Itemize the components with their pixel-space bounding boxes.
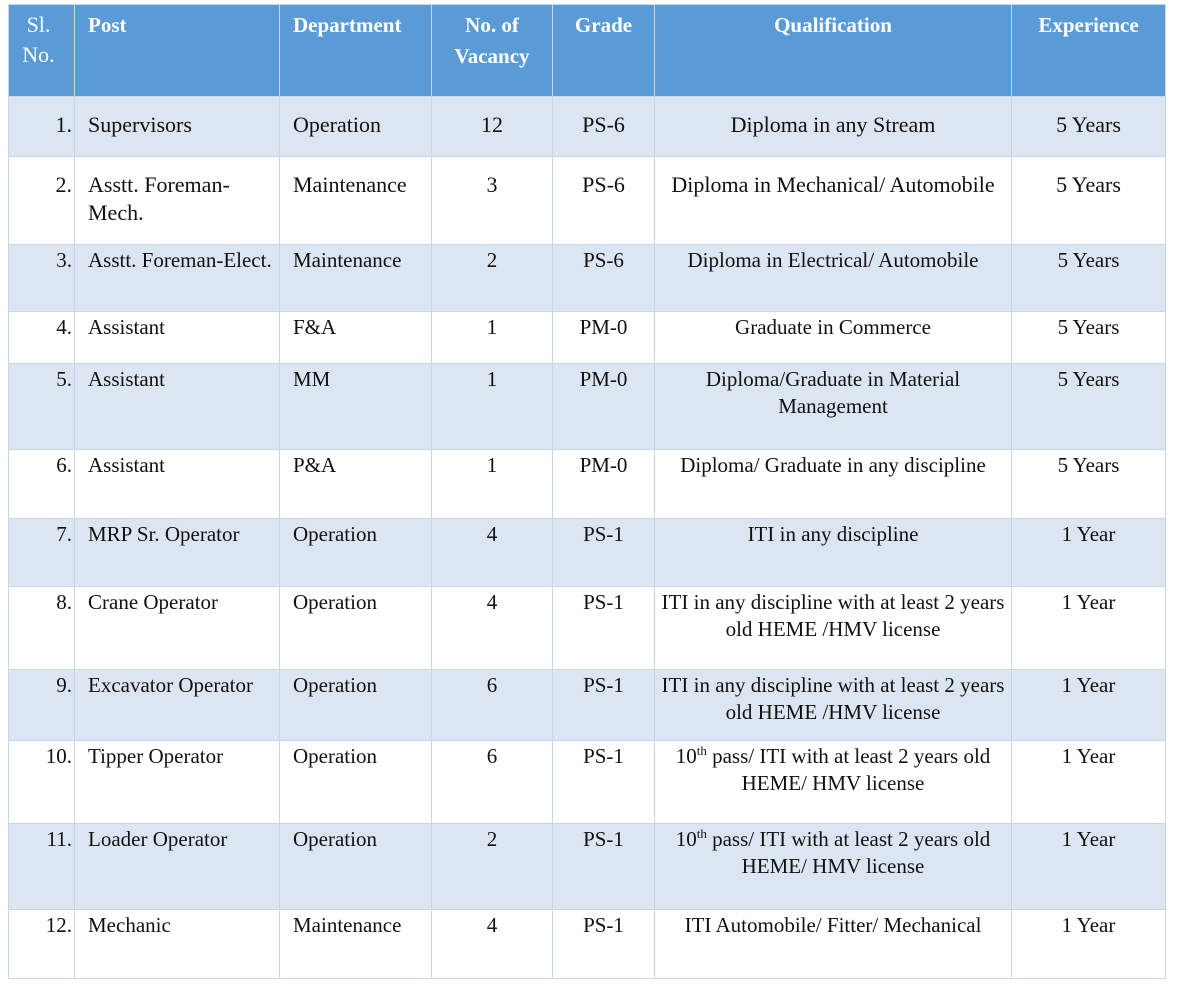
cell-department: Operation [280,587,432,670]
vacancy-table [8,4,1166,979]
cell-grade: PS-6 [553,97,655,157]
header-grade: Grade [553,5,655,97]
cell-department: Operation [280,519,432,587]
qualification-number: 10 [675,827,697,851]
cell-post: Tipper Operator [75,741,280,824]
cell-sl-no: 2. [9,157,75,245]
cell-vacancy: 2 [432,245,553,312]
cell-post: Assistant [75,364,280,450]
cell-vacancy: 1 [432,450,553,519]
cell-grade: PS-6 [553,157,655,245]
cell-qualification: Diploma in any Stream [655,97,1012,157]
cell-qualification: Diploma/ Graduate in any discipline [655,450,1012,519]
cell-grade: PS-1 [553,519,655,587]
table-row [9,157,1166,245]
header-post: Post [75,5,280,97]
cell-sl-no: 1. [9,97,75,157]
cell-experience: 1 Year [1012,741,1166,824]
cell-sl-no: 3. [9,245,75,312]
table-row [9,364,1166,450]
cell-experience: 5 Years [1012,245,1166,312]
cell-grade: PS-1 [553,670,655,741]
cell-vacancy: 6 [432,741,553,824]
qualification-text: pass/ ITI with at least 2 years old HEME/ HMV license [706,744,991,795]
cell-department: Operation [280,670,432,741]
cell-experience: 5 Years [1012,157,1166,245]
header-row [9,5,1166,97]
table-row [9,450,1166,519]
cell-vacancy: 4 [432,587,553,670]
cell-department: Operation [280,824,432,910]
ordinal-suffix: th [696,743,707,758]
cell-grade: PS-6 [553,245,655,312]
cell-grade: PM-0 [553,312,655,364]
ordinal-suffix: th [696,826,707,841]
table-row [9,97,1166,157]
table-row [9,824,1166,910]
cell-qualification: ITI in any discipline with at least 2 years old HEME /HMV license [655,670,1012,741]
cell-post: Supervisors [75,97,280,157]
header-department: Department [280,5,432,97]
table-row [9,312,1166,364]
cell-grade: PS-1 [553,587,655,670]
table-row [9,670,1166,741]
cell-grade: PM-0 [553,450,655,519]
cell-post: Asstt. Foreman-Elect. [75,245,280,312]
header-qualification: Qualification [655,5,1012,97]
cell-experience: 5 Years [1012,450,1166,519]
cell-department: Maintenance [280,245,432,312]
cell-post: Assistant [75,312,280,364]
cell-sl-no: 11. [9,824,75,910]
header-vacancy: No. of Vacancy [432,5,553,97]
qualification-number: 10 [675,744,697,768]
cell-qualification: ITI Automobile/ Fitter/ Mechanical [655,910,1012,979]
cell-sl-no: 12. [9,910,75,979]
cell-experience: 5 Years [1012,364,1166,450]
cell-qualification [655,741,1012,824]
table-row [9,910,1166,979]
table-row [9,741,1166,824]
cell-grade: PS-1 [553,910,655,979]
cell-experience: 1 Year [1012,587,1166,670]
cell-vacancy: 4 [432,519,553,587]
cell-qualification: Diploma/Graduate in Material Management [655,364,1012,450]
cell-department: Operation [280,97,432,157]
cell-qualification: ITI in any discipline [655,519,1012,587]
cell-experience: 1 Year [1012,670,1166,741]
cell-qualification [655,824,1012,910]
cell-grade: PS-1 [553,824,655,910]
cell-post: MRP Sr. Operator [75,519,280,587]
cell-sl-no: 9. [9,670,75,741]
cell-experience: 1 Year [1012,519,1166,587]
cell-department: Maintenance [280,910,432,979]
cell-vacancy: 12 [432,97,553,157]
cell-post: Asstt. Foreman-Mech. [75,157,280,245]
cell-grade: PM-0 [553,364,655,450]
cell-department: P&A [280,450,432,519]
cell-vacancy: 1 [432,312,553,364]
cell-post: Crane Operator [75,587,280,670]
cell-experience: 1 Year [1012,910,1166,979]
cell-qualification: Diploma in Electrical/ Automobile [655,245,1012,312]
cell-department: Operation [280,741,432,824]
table-row [9,245,1166,312]
cell-vacancy: 1 [432,364,553,450]
cell-experience: 5 Years [1012,312,1166,364]
cell-sl-no: 4. [9,312,75,364]
cell-qualification: ITI in any discipline with at least 2 years old HEME /HMV license [655,587,1012,670]
cell-post: Loader Operator [75,824,280,910]
cell-post: Assistant [75,450,280,519]
qualification-text: pass/ ITI with at least 2 years old HEME/ HMV license [706,827,991,878]
cell-sl-no: 6. [9,450,75,519]
cell-sl-no: 5. [9,364,75,450]
cell-vacancy: 4 [432,910,553,979]
cell-qualification: Diploma in Mechanical/ Automobile [655,157,1012,245]
cell-vacancy: 3 [432,157,553,245]
table-row [9,587,1166,670]
cell-vacancy: 6 [432,670,553,741]
cell-department: MM [280,364,432,450]
cell-post: Mechanic [75,910,280,979]
table-row [9,519,1166,587]
cell-qualification: Graduate in Commerce [655,312,1012,364]
cell-vacancy: 2 [432,824,553,910]
header-sl-no: Sl. No. [9,5,75,97]
cell-grade: PS-1 [553,741,655,824]
cell-experience: 1 Year [1012,824,1166,910]
header-experience: Experience [1012,5,1166,97]
cell-experience: 5 Years [1012,97,1166,157]
cell-sl-no: 7. [9,519,75,587]
cell-post: Excavator Operator [75,670,280,741]
cell-department: F&A [280,312,432,364]
cell-sl-no: 10. [9,741,75,824]
cell-sl-no: 8. [9,587,75,670]
cell-department: Maintenance [280,157,432,245]
